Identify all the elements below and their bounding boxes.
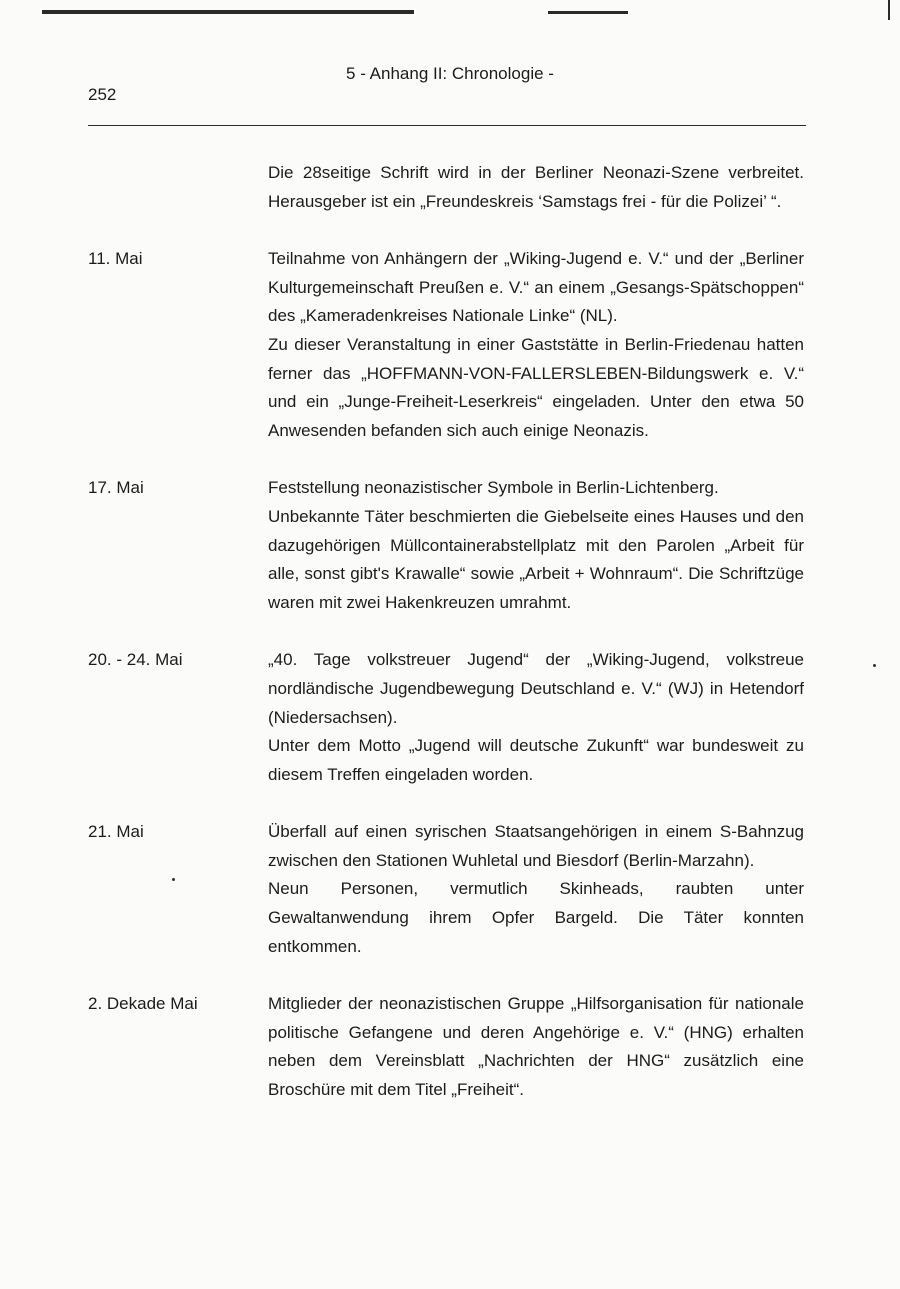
chronology-list xyxy=(0,159,900,1134)
entry-paragraph: Zu dieser Veranstaltung in einer Gaststätte in Berlin-Friedenau hatten ferner das „HOFFMANN-VON-FALLERSLEBEN-Bildungswerk e. V.“ und ein „Junge-Freiheit-Leserkreis“ eingeladen. Unter den etwa 50 Anwesenden befanden sich auch einige Neonazis. xyxy=(268,334,804,440)
scan-artifact-top-center xyxy=(548,11,628,14)
entry-paragraph: Überfall auf einen syrischen Staatsangehörigen in einem S-Bahnzug zwischen den Stationen Wuhletal und Biesdorf (Berlin-Marzahn). xyxy=(268,822,804,870)
scan-artifact-edge xyxy=(888,0,890,20)
chronology-entry xyxy=(0,474,900,617)
chronology-entry xyxy=(0,818,900,961)
header-rule xyxy=(88,125,806,126)
entry-text xyxy=(268,159,804,216)
chronology-entry xyxy=(0,990,900,1104)
scan-artifact-top-left xyxy=(42,10,414,14)
entry-text xyxy=(268,646,804,789)
running-header-title: 5 - Anhang II: Chronologie - xyxy=(346,64,554,83)
entry-paragraph: Teilnahme von Anhängern der „Wiking-Jugend e. V.“ und der „Berliner Kulturgemeinschaft Preußen e. V.“ an einem „Gesangs-Spätschoppen“ des „Kameradenkreises Nationale Linke“ (NL). xyxy=(268,249,804,326)
entry-date xyxy=(0,159,268,216)
entry-date: 21. Mai xyxy=(88,822,144,842)
entry-date: 2. Dekade Mai xyxy=(88,994,198,1014)
entry-paragraph: Die 28seitige Schrift wird in der Berliner Neonazi-Szene verbreitet. Herausgeber ist ein „Freundeskreis ‘Samstags frei - für die Polizei’ “. xyxy=(268,163,804,211)
entry-date: 17. Mai xyxy=(88,478,144,498)
entry-paragraph: Mitglieder der neonazistischen Gruppe „Hilfsorganisation für nationale politische Gefangene und deren Angehörige e. V.“ (HNG) erhalten neben dem Vereinsblatt „Nachrichten der HNG“ zusätzlich eine Broschüre mit dem Titel „Freiheit“. xyxy=(268,994,804,1100)
entry-paragraph: „40. Tage volkstreuer Jugend“ der „Wiking-Jugend, volkstreue nordländische Jugendbewegung Deutschland e. V.“ (WJ) in Hetendorf (Niedersachsen). xyxy=(268,650,804,727)
entry-date: 20. - 24. Mai xyxy=(88,650,183,670)
entry-paragraph: Neun Personen, vermutlich Skinheads, raubten unter Gewaltanwendung ihrem Opfer Bargeld. Die Täter konnten entkommen. xyxy=(268,879,804,956)
entry-paragraph: Feststellung neonazistischer Symbole in Berlin-Lichtenberg. xyxy=(268,478,719,498)
entry-paragraph: Unbekannte Täter beschmierten die Giebelseite eines Hauses und den dazugehörigen Müllcontainerabstellplatz mit den Parolen „Arbeit für alle, sonst gibt's Krawalle“ sowie „Arbeit + Wohnraum“. Die Schriftzüge waren mit zwei Hakenkreuzen umrahmt. xyxy=(268,506,804,612)
entry-text xyxy=(268,474,804,617)
entry-paragraph: Unter dem Motto „Jugend will deutsche Zukunft“ war bundesweit zu diesem Treffen eingeladen worden. xyxy=(268,736,804,784)
chronology-entry xyxy=(0,159,900,216)
page-number: 252 xyxy=(88,85,117,104)
entry-date: 11. Mai xyxy=(88,249,143,269)
chronology-entry xyxy=(0,646,900,789)
entry-text xyxy=(268,818,804,961)
entry-text xyxy=(268,990,804,1104)
entry-text xyxy=(268,245,804,445)
chronology-entry xyxy=(0,245,900,445)
